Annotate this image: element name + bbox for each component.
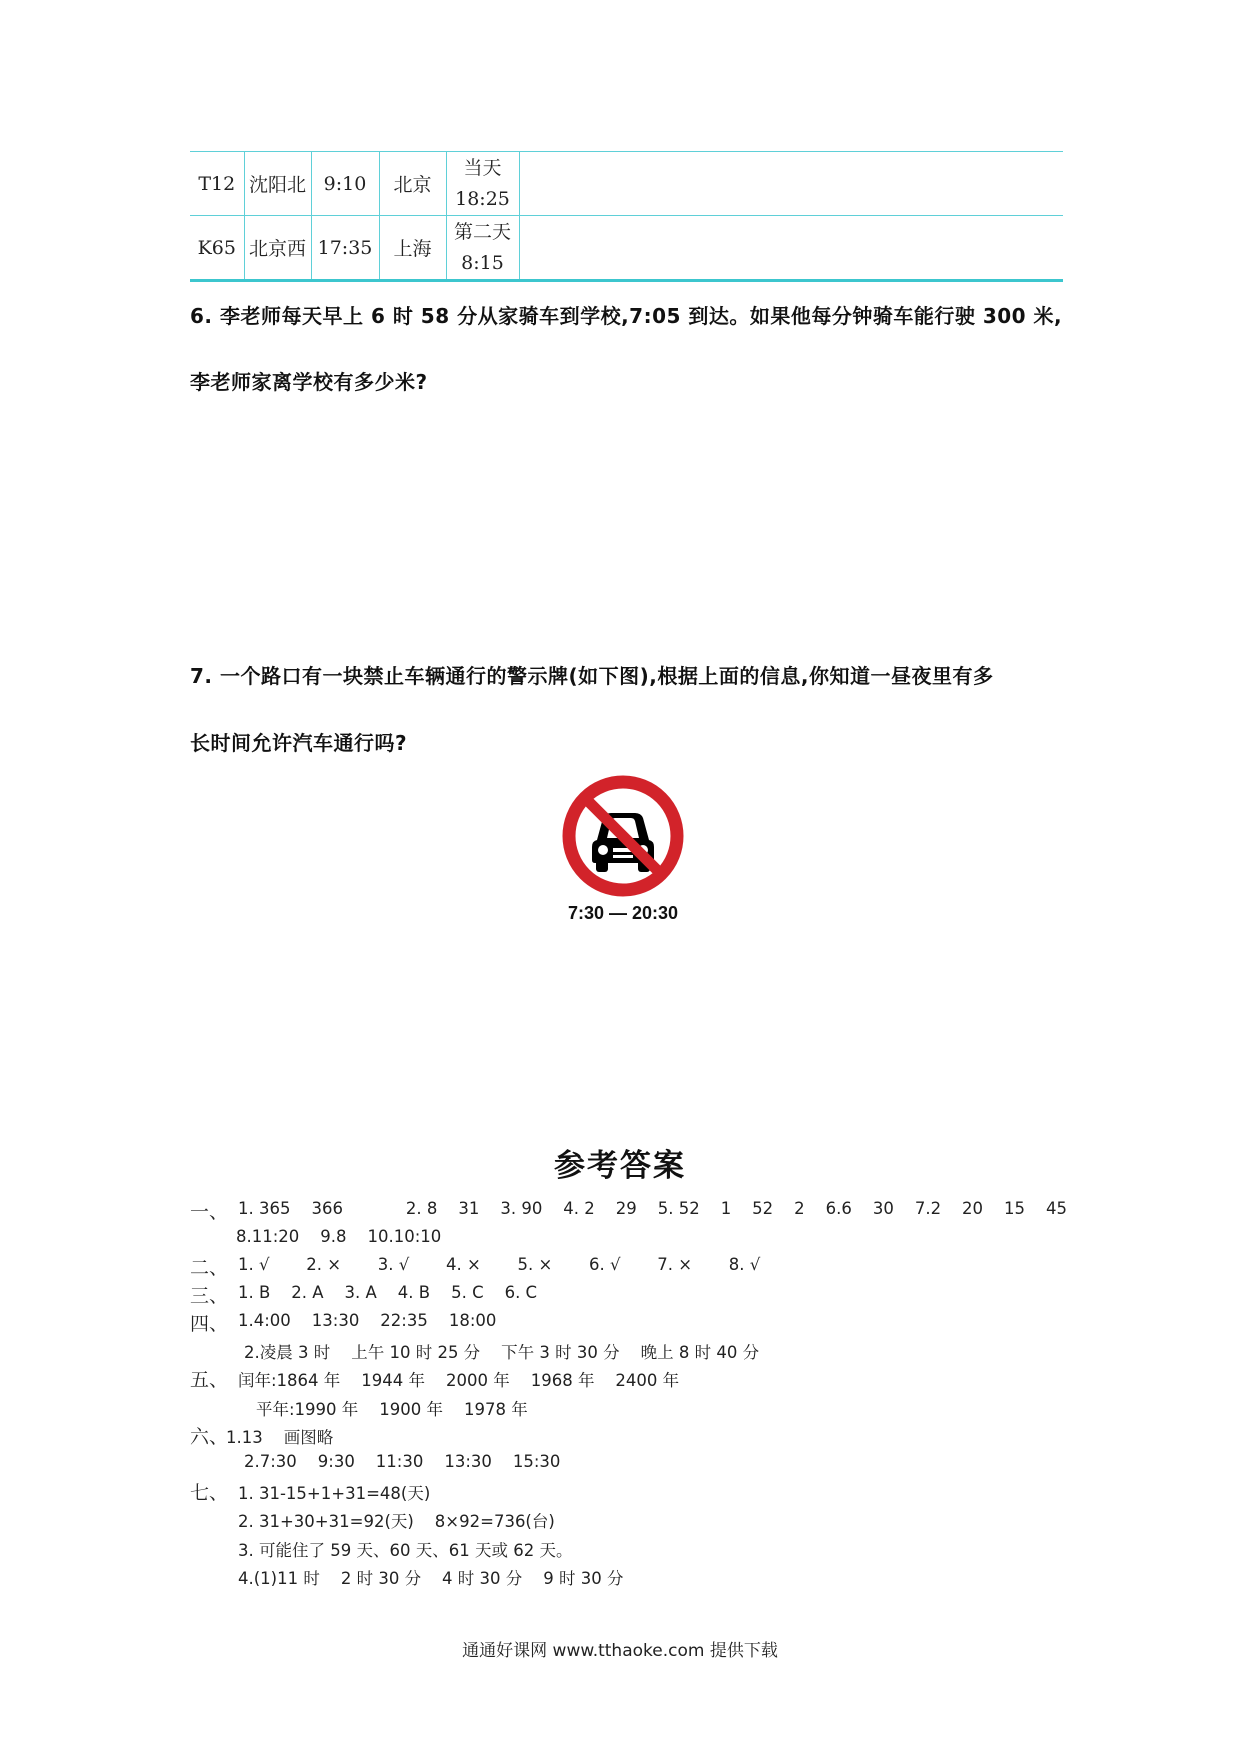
section-7-line-2: 2. 31+30+31=92(天) 8×92=736(台) bbox=[238, 1512, 555, 1531]
arrival-time bbox=[446, 152, 519, 216]
section-5-line-1: 闰年:1864 年 1944 年 2000 年 1968 年 2400 年 bbox=[238, 1371, 680, 1390]
departure-time: 9:10 bbox=[311, 152, 379, 216]
arrival-station: 上海 bbox=[379, 216, 446, 281]
section-7-label: 七、 bbox=[190, 1482, 229, 1504]
question-7-line-2: 长时间允许汽车通行吗? bbox=[190, 731, 408, 755]
departure-time: 17:35 bbox=[311, 216, 379, 281]
section-1-line-1: 1. 365 366 2. 8 31 3. 90 4. 2 29 5. 52 1 52 2 6.6 30 7.2 20 15 45 bbox=[238, 1199, 1067, 1218]
table-row bbox=[190, 152, 1063, 216]
answers-title: 参考答案 bbox=[554, 1148, 686, 1184]
section-7-line-3: 3. 可能住了 59 天、60 天、61 天或 62 天。 bbox=[238, 1541, 573, 1560]
arrival-day: 当天 bbox=[463, 156, 502, 179]
section-2-label: 二、 bbox=[190, 1257, 229, 1279]
section-6-label: 六、 bbox=[190, 1426, 229, 1448]
train-number: T12 bbox=[190, 152, 244, 216]
blank-cell bbox=[519, 216, 1063, 281]
train-schedule-table bbox=[190, 151, 1063, 282]
section-7-line-4: 4.(1)11 时 2 时 30 分 4 时 30 分 9 时 30 分 bbox=[238, 1569, 624, 1588]
section-4-line-1: 1.4:00 13:30 22:35 18:00 bbox=[238, 1311, 497, 1330]
section-7-line-1: 1. 31-15+1+31=48(天) bbox=[238, 1484, 431, 1503]
section-4-label: 四、 bbox=[190, 1313, 229, 1335]
section-5-line-2: 平年:1990 年 1900 年 1978 年 bbox=[256, 1400, 528, 1419]
question-7-line-1: 7. 一个路口有一块禁止车辆通行的警示牌(如下图),根据上面的信息,你知道一昼夜里有多 bbox=[190, 664, 994, 688]
arrival-day: 第二天 bbox=[453, 220, 511, 243]
departure-station: 沈阳北 bbox=[244, 152, 311, 216]
section-1-label: 一、 bbox=[190, 1201, 229, 1223]
footer-credit: 通通好课网 www.tthaoke.com 提供下载 bbox=[462, 1641, 778, 1661]
section-2-line-1: 1. √ 2. × 3. √ 4. × 5. × 6. √ 7. × 8. √ bbox=[238, 1255, 761, 1274]
sign-time-range: 7:30 — 20:30 bbox=[567, 903, 679, 923]
train-number: K65 bbox=[190, 216, 244, 281]
arrival-clock: 8:15 bbox=[461, 251, 504, 274]
section-1-line-2: 8.11:20 9.8 10.10:10 bbox=[236, 1227, 442, 1246]
departure-station: 北京西 bbox=[244, 216, 311, 281]
section-3-line-1: 1. B 2. A 3. A 4. B 5. C 6. C bbox=[238, 1283, 538, 1302]
arrival-time bbox=[446, 216, 519, 281]
section-4-line-2: 2.凌晨 3 时 上午 10 时 25 分 下午 3 时 30 分 晚上 8 时 40 分 bbox=[244, 1343, 760, 1362]
table-row bbox=[190, 216, 1063, 281]
question-6-line-2: 李老师家离学校有多少米? bbox=[190, 370, 428, 394]
section-3-label: 三、 bbox=[190, 1285, 229, 1307]
section-5-label: 五、 bbox=[190, 1369, 229, 1391]
arrival-station: 北京 bbox=[379, 152, 446, 216]
section-6-line-1: 1.13 画图略 bbox=[226, 1428, 334, 1447]
section-6-line-2: 2.7:30 9:30 11:30 13:30 15:30 bbox=[244, 1452, 561, 1471]
question-6-line-1: 6. 李老师每天早上 6 时 58 分从家骑车到学校,7:05 到达。如果他每分钟骑车能行驶 300 米, bbox=[190, 304, 1063, 328]
arrival-clock: 18:25 bbox=[455, 187, 510, 210]
no-vehicles-sign-icon bbox=[561, 774, 685, 898]
blank-cell bbox=[519, 152, 1063, 216]
